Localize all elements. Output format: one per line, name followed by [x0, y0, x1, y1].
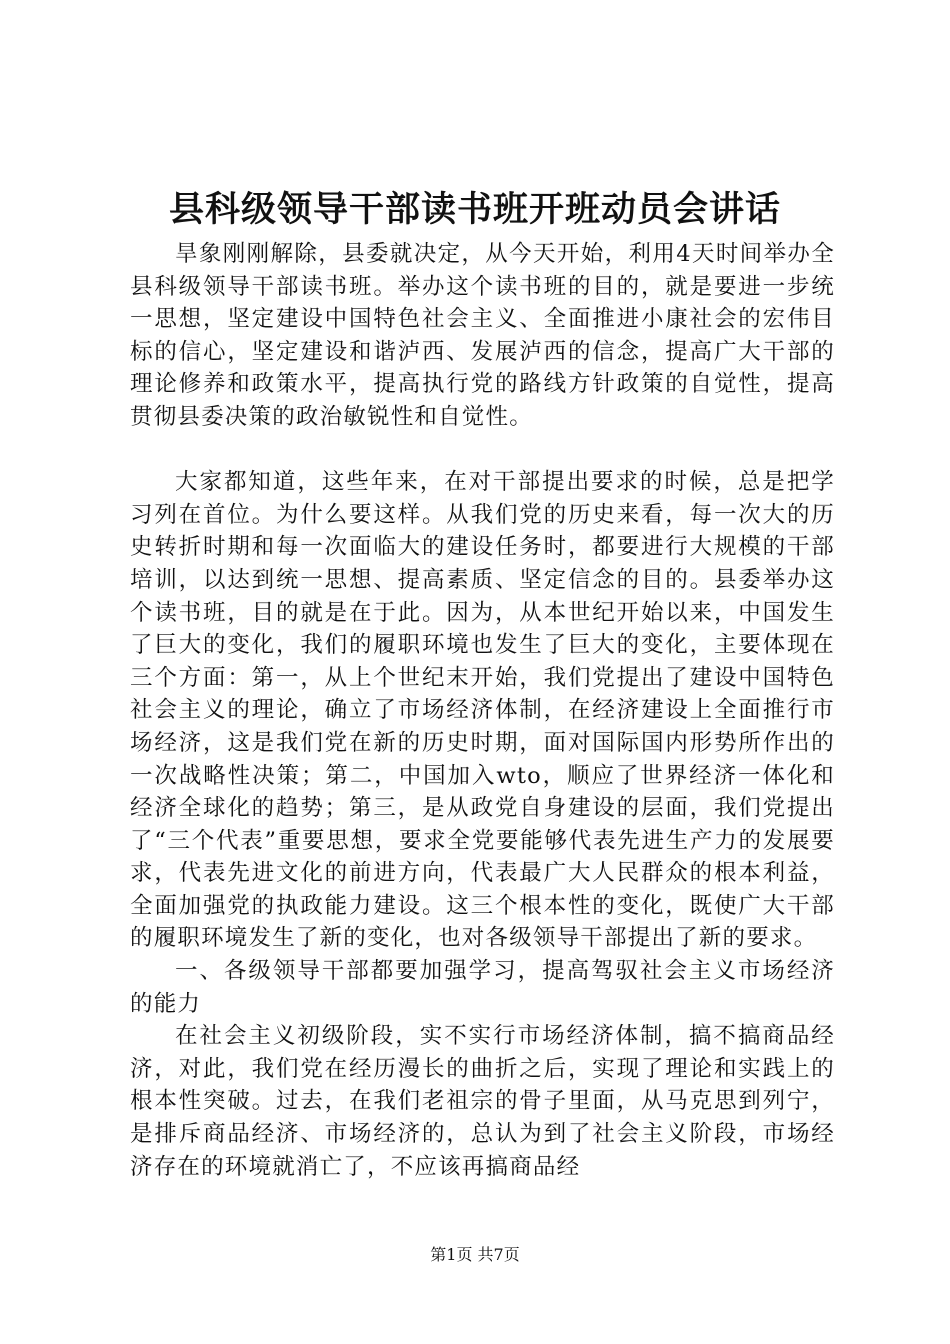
- document-body: [130, 238, 835, 1183]
- page-number-footer: 第1页 共7页: [430, 1245, 520, 1264]
- section-heading-1: 一、各级领导干部都要加强学习，提高驾驭社会主义市场经济的能力: [130, 958, 835, 1017]
- paragraph-intro: 旱象刚刚解除，县委就决定，从今天开始，利用4天时间举办全县科级领导干部读书班。举办这个读书班的目的，就是要进一步统一思想，坚定建设中国特色社会主义、全面推进小康社会的宏伟目标的信心，坚定建设和谐泸西、发展泸西的信念，提高广大干部的理论修养和政策水平，提高执行党的路线方针政策的自觉性，提高贯彻县委决策的政治敏锐性和自觉性。: [130, 241, 835, 430]
- paragraph-background: 大家都知道，这些年来，在对干部提出要求的时候，总是把学习列在首位。为什么要这样。从我们党的历史来看，每一次大的历史转折时期和每一次面临大的建设任务时，都要进行大规模的干部培训，以达到统一思想、提高素质、坚定信念的目的。县委举办这个读书班，目的就是在于此。因为，从本世纪开始以来，中国发生了巨大的变化，我们的履职环境也发生了巨大的变化，主要体现在三个方面：第一，从上个世纪末开始，我们党提出了建设中国特色社会主义的理论，确立了市场经济体制，在经济建设上全面推行市场经济，这是我们党在新的历史时期，面对国际国内形势所作出的一次战略性决策；第二，中国加入wto，顺应了世界经济一体化和经济全球化的趋势；第三，是从政党自身建设的层面，我们党提出了“三个代表”重要思想，要求全党要能够代表先进生产力的发展要求，代表先进文化的前进方向，代表最广大人民群众的根本利益，全面加强党的执政能力建设。这三个根本性的变化，既使广大干部的履职环境发生了新的变化，也对各级领导干部提出了新的要求。: [130, 469, 835, 952]
- paragraph-market-economy: 在社会主义初级阶段，实不实行市场经济体制，搞不搞商品经济，对此，我们党在经历漫长的曲折之后，实现了理论和实践上的根本性突破。过去，在我们老祖宗的骨子里面，从马克思到列宁，是排斥商品经济、市场经济的，总认为到了社会主义阶段，市场经济存在的环境就消亡了，不应该再搞商品经: [130, 1023, 835, 1180]
- page-title: 县科级领导干部读书班开班动员会讲话: [168, 189, 781, 230]
